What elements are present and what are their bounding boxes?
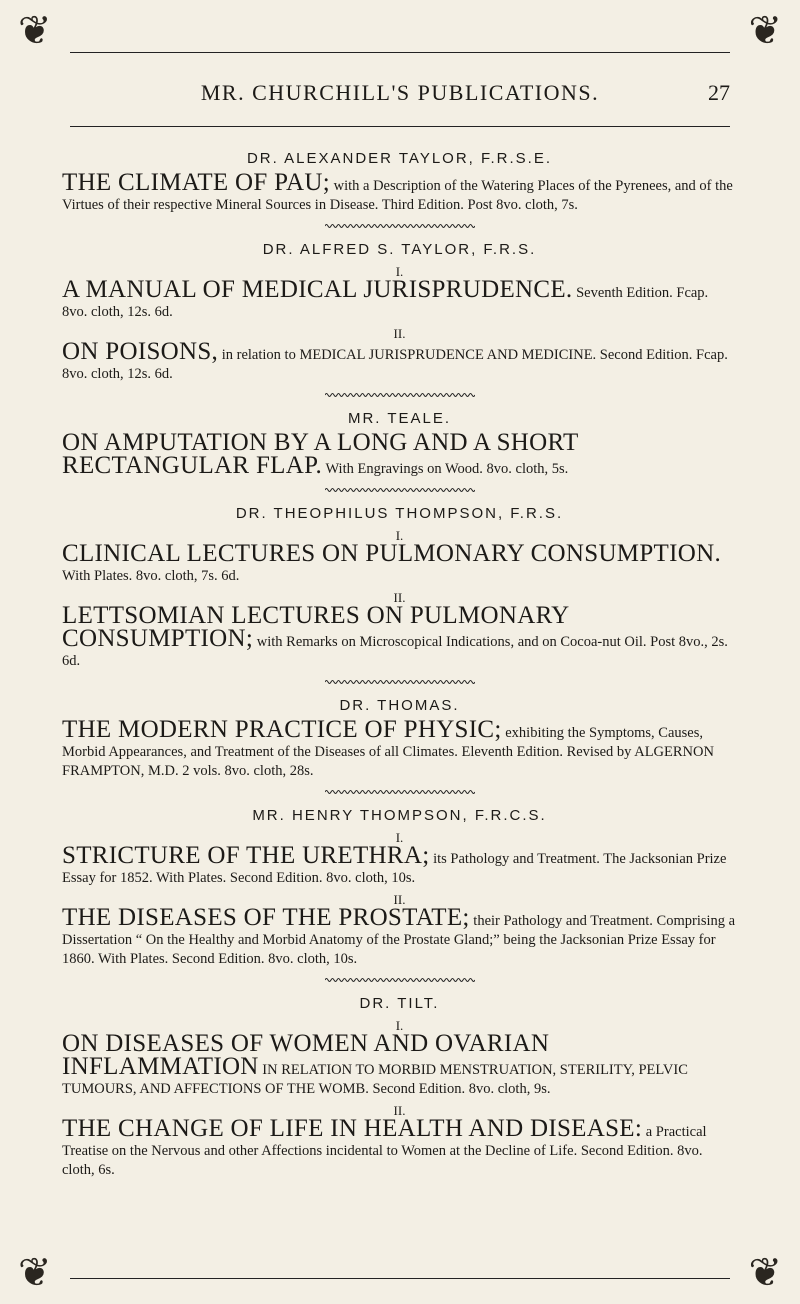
author-section	[62, 995, 737, 1180]
work-entry	[62, 338, 737, 384]
header-rule	[70, 126, 730, 127]
work-description: with Remarks on Microscopical Indications, and on Cocoa-nut Oil. Post 8vo., 2s. 6d.	[62, 634, 728, 669]
work-entry	[62, 842, 737, 888]
work-title: ON AMPUTATION BY A LONG AND A SHORT RECTANGULAR FLAP.	[62, 429, 579, 479]
work-entry	[62, 276, 737, 322]
work-title: ON POISONS,	[62, 338, 219, 365]
author-section	[62, 410, 737, 493]
corner-ornament-bottom-right: ❦	[748, 1250, 782, 1296]
work-entry	[62, 602, 737, 671]
work-title: THE MODERN PRACTICE OF PHYSIC;	[62, 716, 502, 743]
bottom-rule	[70, 1278, 730, 1279]
work-description: IN RELATION TO MORBID MENSTRUATION, STERILITY, PELVIC TUMOURS, AND AFFECTIONS OF THE WOMB. Second Edition. 8vo. cloth, 9s.	[62, 1062, 688, 1097]
author-heading: DR. ALFRED S. TAYLOR, F.R.S.	[262, 241, 537, 258]
author-section	[62, 241, 737, 398]
catalogue-listing	[62, 150, 737, 1184]
corner-ornament-top-right: ❦	[748, 8, 782, 54]
page-number: 27	[708, 80, 730, 105]
top-rule	[70, 52, 730, 53]
work-title: CLINICAL LECTURES ON PULMONARY CONSUMPTION.	[62, 540, 721, 567]
work-numeral: I.	[395, 528, 404, 543]
work-title: THE DISEASES OF THE PROSTATE;	[62, 904, 470, 931]
author-section	[62, 807, 737, 983]
work-numeral: I.	[395, 830, 404, 845]
work-numeral: II.	[393, 326, 406, 341]
wavy-divider	[325, 223, 475, 229]
work-entry	[62, 429, 737, 479]
author-section	[62, 697, 737, 795]
work-numeral: I.	[395, 264, 404, 279]
work-title: A MANUAL OF MEDICAL JURISPRUDENCE.	[62, 276, 573, 303]
work-description: Seventh Edition. Fcap. 8vo. cloth, 12s. 6d.	[62, 285, 709, 320]
corner-ornament-top-left: ❦	[18, 8, 52, 54]
author-heading: MR. TEALE.	[347, 410, 452, 427]
work-description: With Engravings on Wood. 8vo. cloth, 5s.	[322, 461, 569, 477]
work-entry	[62, 904, 737, 969]
work-entry	[62, 1030, 737, 1099]
work-description: with a Description of the Watering Places of the Pyrenees, and of the Virtues of their respective Mineral Sources in Disease. Third Edition. Post 8vo. cloth, 7s.	[62, 178, 733, 213]
work-title: THE CHANGE OF LIFE IN HEALTH AND DISEASE:	[62, 1115, 643, 1142]
work-numeral: II.	[393, 892, 406, 907]
work-entry	[62, 169, 737, 215]
wavy-divider	[325, 679, 475, 685]
work-description: With Plates. 8vo. cloth, 7s. 6d.	[62, 568, 240, 584]
author-section	[62, 505, 737, 685]
author-heading: DR. TILT.	[359, 995, 440, 1012]
author-heading: MR. HENRY THOMPSON, F.R.C.S.	[252, 807, 547, 824]
wavy-divider	[325, 487, 475, 493]
work-entry	[62, 716, 737, 781]
author-heading: DR. THEOPHILUS THOMPSON, F.R.S.	[235, 505, 564, 522]
running-head: MR. CHURCHILL'S PUBLICATIONS.	[200, 80, 600, 105]
work-title: ON DISEASES OF WOMEN AND OVARIAN INFLAMMATION	[62, 1030, 550, 1080]
work-numeral: II.	[393, 590, 406, 605]
work-description: exhibiting the Symptoms, Causes, Morbid Appearances, and Treatment of the Diseases of all Climates. Eleventh Edition. Revised by ALGERNON FRAMPTON, M.D. 2 vols. 8vo. cloth, 28s.	[62, 725, 714, 779]
work-title: THE CLIMATE OF PAU;	[62, 169, 330, 196]
work-entry	[62, 1115, 737, 1180]
work-numeral: I.	[395, 1018, 404, 1033]
author-section	[62, 150, 737, 229]
work-description: a Practical Treatise on the Nervous and other Affections incidental to Women at the Decline of Life. Second Edition. 8vo. cloth, 6s.	[62, 1124, 707, 1178]
work-title: STRICTURE OF THE URETHRA;	[62, 842, 430, 869]
work-description: in relation to MEDICAL JURISPRUDENCE AND MEDICINE. Second Edition. Fcap. 8vo. cloth, 12s. 6d.	[62, 347, 728, 382]
work-title: LETTSOMIAN LECTURES ON PULMONARY CONSUMPTION;	[62, 602, 569, 652]
wavy-divider	[325, 977, 475, 983]
work-entry	[62, 540, 737, 586]
wavy-divider	[325, 392, 475, 398]
author-heading: DR. ALEXANDER TAYLOR, F.R.S.E.	[246, 150, 553, 167]
corner-ornament-bottom-left: ❦	[18, 1250, 52, 1296]
work-description: its Pathology and Treatment. The Jacksonian Prize Essay for 1852. With Plates. Second Edition. 8vo. cloth, 10s.	[62, 851, 727, 886]
wavy-divider	[325, 789, 475, 795]
work-numeral: II.	[393, 1103, 406, 1118]
author-heading: DR. THOMAS.	[339, 697, 460, 714]
work-description: their Pathology and Treatment. Comprising a Dissertation “ On the Healthy and Morbid Anatomy of the Prostate Gland;” being the Jacksonian Prize Essay for 1860. With Plates. Second Edition. 8vo. cloth, 10s.	[62, 913, 736, 967]
